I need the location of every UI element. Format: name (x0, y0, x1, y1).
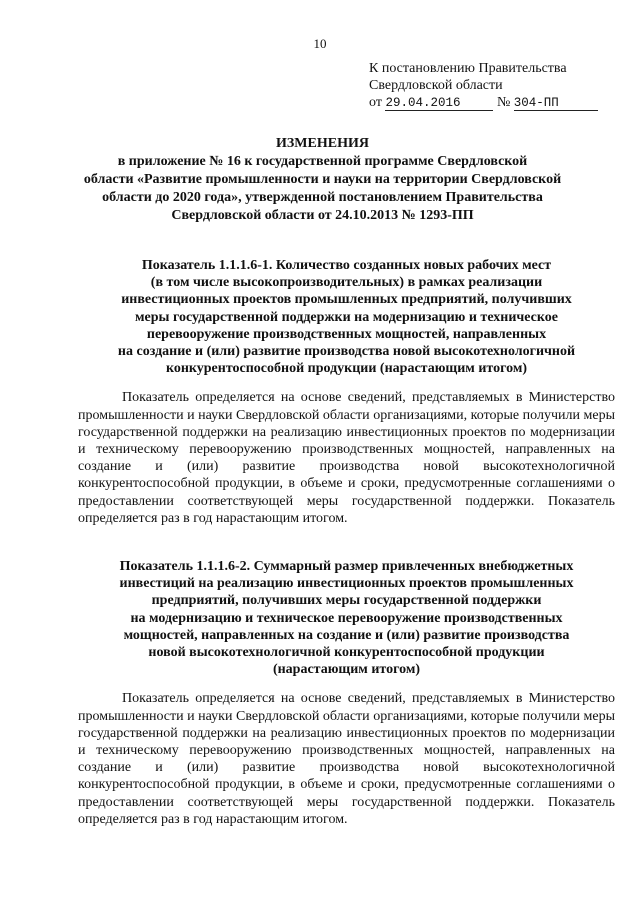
heading-line: Показатель 1.1.1.6-1. Количество созданных новых рабочих мест (141, 258, 552, 273)
heading-line: инвестиций на реализацию инвестиционных проектов промышленных (119, 576, 574, 592)
heading-line: новой высокотехнологичной конкурентоспособной продукции (148, 645, 545, 661)
document-title (70, 135, 575, 225)
title-heading: ИЗМЕНЕНИЯ (276, 136, 369, 151)
approval-block (369, 60, 619, 111)
indicator-heading-1 (78, 257, 615, 377)
heading-line: конкурентоспособной продукции (нарастающим итогом) (165, 361, 528, 377)
title-line-3: области до 2020 года», утвержденной постановлением Правительства (102, 190, 543, 205)
approval-line-2: Свердловской области (369, 78, 503, 93)
heading-line: на модернизацию и техническое перевооружение производственных (130, 610, 563, 626)
page-number: 10 (313, 36, 327, 51)
title-line-2: области «Развитие промышленности и науки на территории Свердловской (83, 172, 562, 187)
heading-line: перевооружение производственных мощностей, направленных (146, 326, 547, 342)
number-prefix: № (496, 95, 511, 110)
approval-line-1: К постановлению Правительства (369, 61, 567, 76)
indicator-section-2 (78, 558, 615, 828)
heading-line: (в том числе высокопроизводительных) в рамках реализации (150, 275, 543, 291)
heading-line: меры государственной поддержки на модернизацию и техническое (135, 309, 558, 325)
title-line-1: в приложение № 16 к государственной программе Свердловской (117, 154, 528, 169)
approval-date: 29.04.2016 (385, 96, 493, 111)
indicator-paragraph-2: Показатель определяется на основе сведений, представляемых в Министерство промышленности и науки Свердловской области организациями, которые получили меры государственной поддержки на реализацию инвестиционных проектов по модернизации и техническому перевооружению производственных мощностей, направленных на создание и (или) развитие производства новой высокотехнологичной конкурентоспособной продукции, в объеме и сроки, предусмотренные соглашениями о предоставлении соответствующей меры государственной поддержки. Показатель определяется раз в год нарастающим итогом. (78, 691, 615, 827)
indicator-paragraph-1: Показатель определяется на основе сведений, представляемых в Министерство промышленности и науки Свердловской области организациями, которые получили меры государственной поддержки на реализацию инвестиционных проектов по модернизации и техническому перевооружению производственных мощностей, направленных на создание и (или) развитие производства новой высокотехнологичной конкурентоспособной продукции, в объеме и сроки, предусмотренные соглашениями о предоставлении соответствующей меры государственной поддержки. Показатель определяется раз в год нарастающим итогом. (78, 390, 615, 526)
heading-line: предприятий, получивших меры государственной поддержки (151, 593, 542, 609)
heading-line: инвестиционных проектов промышленных предприятий, получивших (121, 292, 572, 308)
indicator-section-1 (78, 257, 615, 527)
heading-line: (нарастающим итогом) (272, 662, 421, 678)
heading-line: Показатель 1.1.1.6-2. Суммарный размер привлеченных внебюджетных (119, 559, 574, 574)
title-line-4: Свердловской области от 24.10.2013 № 1293-ПП (171, 208, 474, 223)
heading-line: мощностей, направленных на создание и (или) развитие производства (123, 627, 570, 643)
approval-date-line (369, 94, 619, 111)
indicator-heading-2 (78, 558, 615, 678)
heading-line: на создание и (или) развитие производства новой высокотехнологичной (117, 344, 576, 360)
date-prefix: от (369, 95, 382, 110)
approval-number: 304-ПП (514, 96, 598, 111)
